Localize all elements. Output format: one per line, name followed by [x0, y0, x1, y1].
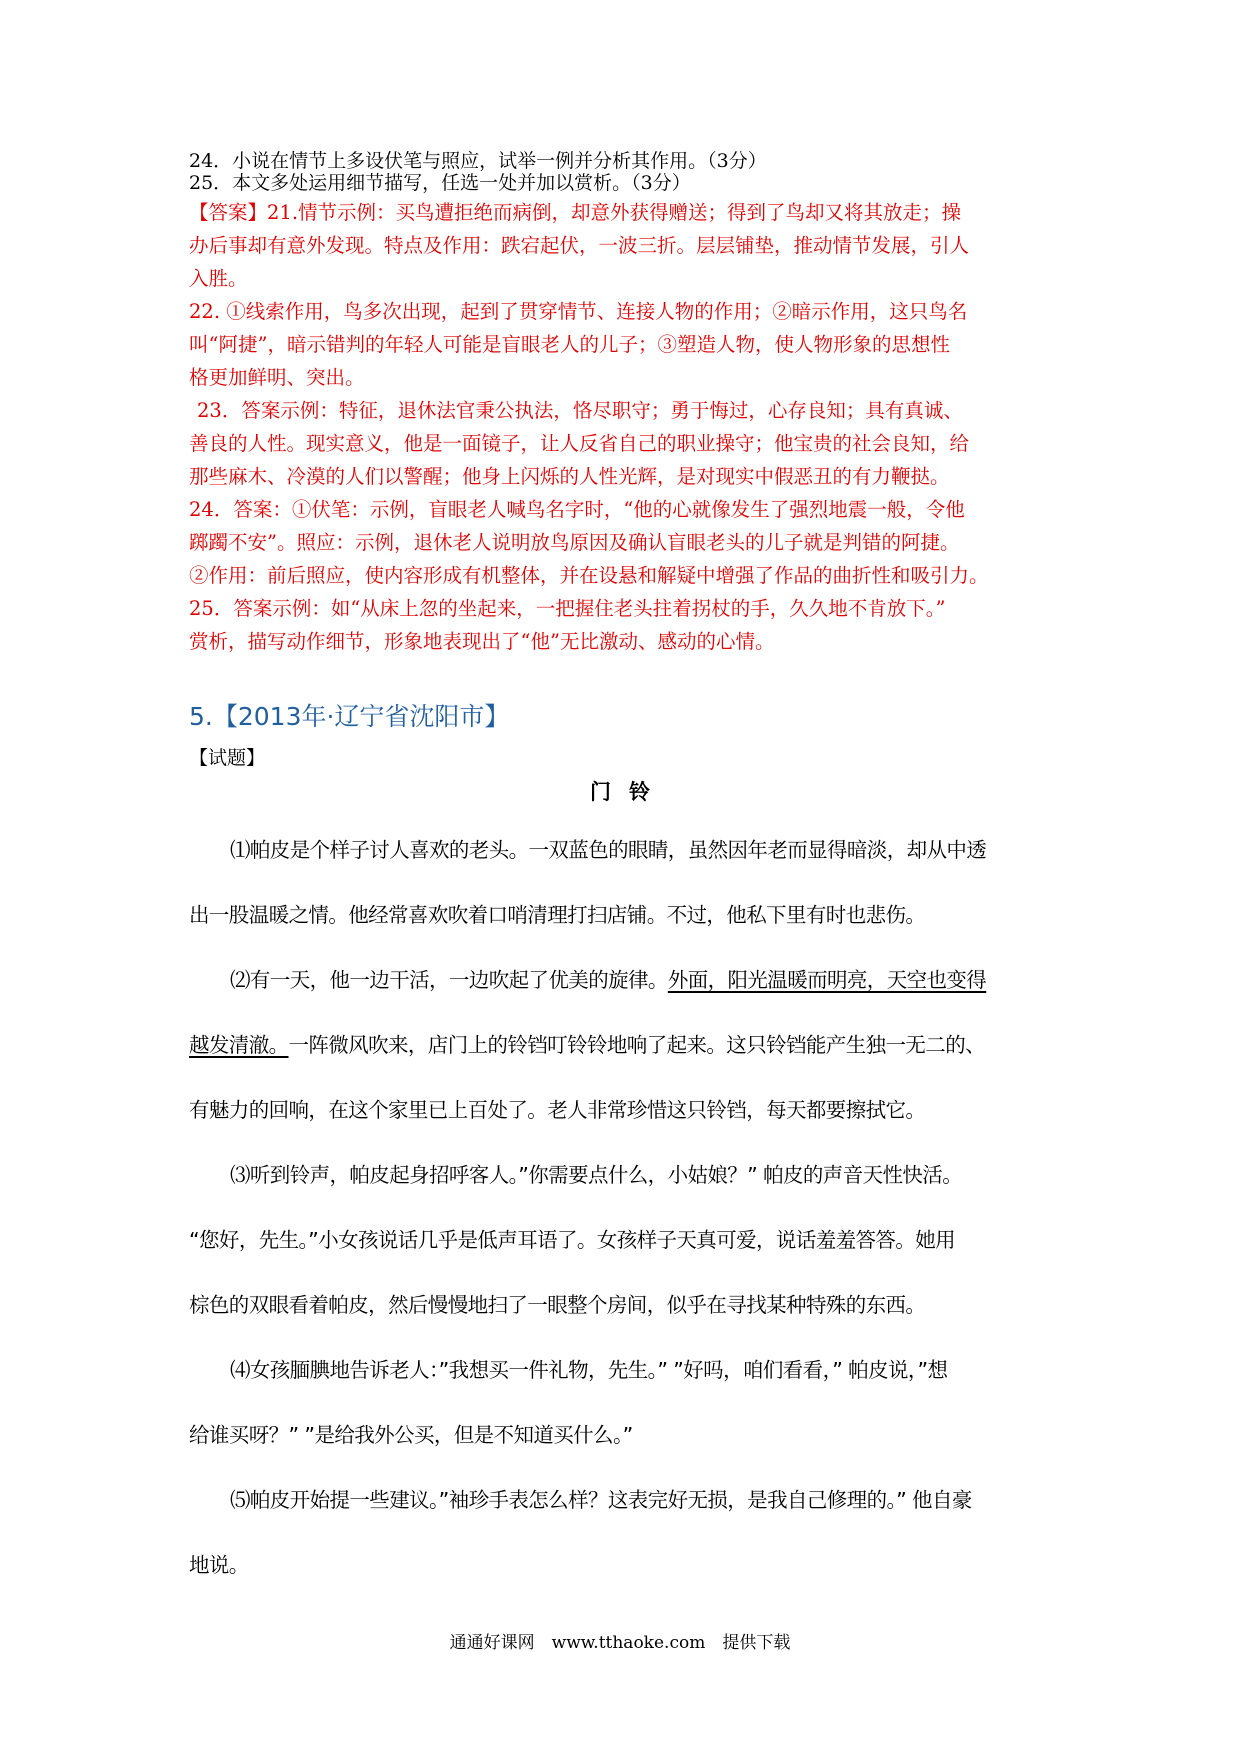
question-24: 24．小说在情节上多设伏笔与照应，试举一例并分析其作用。（3分）	[189, 150, 767, 172]
story-p3-line-3: 棕色的双眼看着帕皮，然后慢慢地扫了一眼整个房间，似乎在寻找某种特殊的东西。	[189, 1293, 926, 1317]
story-p1-line-2: 出一股温暖之情。他经常喜欢吹着口哨清理打扫店铺。不过，他私下里有时也悲伤。	[189, 903, 926, 927]
story-p2-line-1: ⑵有一天，他一边干活，一边吹起了优美的旋律。外面，阳光温暖而明亮，天空也变得	[230, 968, 987, 992]
underlined-sentence: 外面，阳光温暖而明亮，天空也变得	[667, 968, 987, 992]
answer-21-line-3: 入胜。	[189, 267, 248, 290]
story-p3-line-1: ⑶听到铃声，帕皮起身招呼客人。”你需要点什么，小姑娘？” 帕皮的声音天性快活。	[230, 1163, 963, 1187]
question-25: 25．本文多处运用细节描写，任选一处并加以赏析。（3分）	[189, 172, 691, 194]
story-p1-line-1: ⑴帕皮是个样子讨人喜欢的老头。一双蓝色的眼睛，虽然因年老而显得暗淡，却从中透	[230, 838, 987, 862]
section-heading: 5.【2013年·辽宁省沈阳市】	[189, 702, 510, 731]
story-p3-line-2: “您好，先生。”小女孩说话几乎是低声耳语了。女孩样子天真可爱，说话羞羞答答。她用	[189, 1228, 955, 1252]
answer-23-line-1: 23．答案示例：特征，退休法官秉公执法，恪尽职守；勇于悔过，心存良知；具有真诚、	[197, 399, 963, 422]
answer-24-line-3: ②作用：前后照应，使内容形成有机整体，并在设悬和解疑中增强了作品的曲折性和吸引力。	[189, 564, 989, 587]
answer-21-line-2: 办后事却有意外发现。特点及作用：跌宕起伏，一波三折。层层铺垫，推动情节发展，引人	[189, 234, 970, 257]
answer-24-line-1: 24．答案：①伏笔：示例，盲眼老人喊鸟名字时，“他的心就像发生了强烈地震一般，令他	[189, 498, 965, 521]
answer-22-line-2: 叫“阿捷”，暗示错判的年轻人可能是盲眼老人的儿子；③塑造人物，使人物形象的思想性	[189, 333, 950, 356]
answer-block	[189, 196, 1059, 658]
story-p4-line-2: 给谁买呀？” ”是给我外公买，但是不知道买什么。”	[189, 1423, 633, 1447]
story-p2-line-2: 越发清澈。一阵微风吹来，店门上的铃铛叮铃铃地响了起来。这只铃铛能产生独一无二的、	[189, 1033, 985, 1057]
answer-24-line-2: 踯躅不安”。照应：示例，退休老人说明放鸟原因及确认盲眼老头的儿子就是判错的阿捷。	[189, 531, 960, 554]
exam-tag: 【试题】	[189, 747, 266, 769]
answer-25-line-1: 25．答案示例：如“从床上忽的坐起来，一把握住老头拄着拐杖的手，久久地不肯放下。”	[189, 597, 946, 620]
answer-25-line-2: 赏析，描写动作细节，形象地表现出了“他”无比激动、感动的心情。	[189, 630, 775, 653]
answer-22-line-1: 22. ①线索作用，鸟多次出现，起到了贯穿情节、连接人物的作用；②暗示作用，这只鸟名	[189, 300, 968, 323]
answer-23-line-2: 善良的人性。现实意义，他是一面镜子，让人反省自己的职业操守；他宝贵的社会良知，给	[189, 432, 970, 455]
story-p2-line-3: 有魅力的回响，在这个家里已上百处了。老人非常珍惜这只铃铛，每天都要擦拭它。	[189, 1098, 926, 1122]
story-title: 门铃	[590, 779, 668, 804]
page-content	[189, 150, 1059, 1598]
page-footer: 通通好课网 www.tthaoke.com 提供下载	[449, 1633, 791, 1653]
underlined-sentence-end: 越发清澈。	[189, 1033, 289, 1057]
story-body	[189, 818, 1059, 1598]
story-p5-line-2: 地说。	[189, 1553, 249, 1577]
answer-22-line-3: 格更加鲜明、突出。	[189, 366, 365, 389]
answer-23-line-3: 那些麻木、冷漠的人们以警醒；他身上闪烁的人性光辉，是对现实中假恶丑的有力鞭挞。	[189, 465, 950, 488]
answer-21-line-1: 【答案】21.情节示例：买鸟遭拒绝而病倒，却意外获得赠送；得到了鸟却又将其放走；操	[189, 201, 962, 224]
story-p5-line-1: ⑸帕皮开始提一些建议。”袖珍手表怎么样？这表完好无损，是我自己修理的。” 他自豪	[230, 1488, 972, 1512]
answer-label: 【答案】	[189, 201, 268, 224]
story-p4-line-1: ⑷女孩腼腆地告诉老人：”我想买一件礼物，先生。” ”好吗，咱们看看，” 帕皮说，”想	[230, 1358, 948, 1382]
